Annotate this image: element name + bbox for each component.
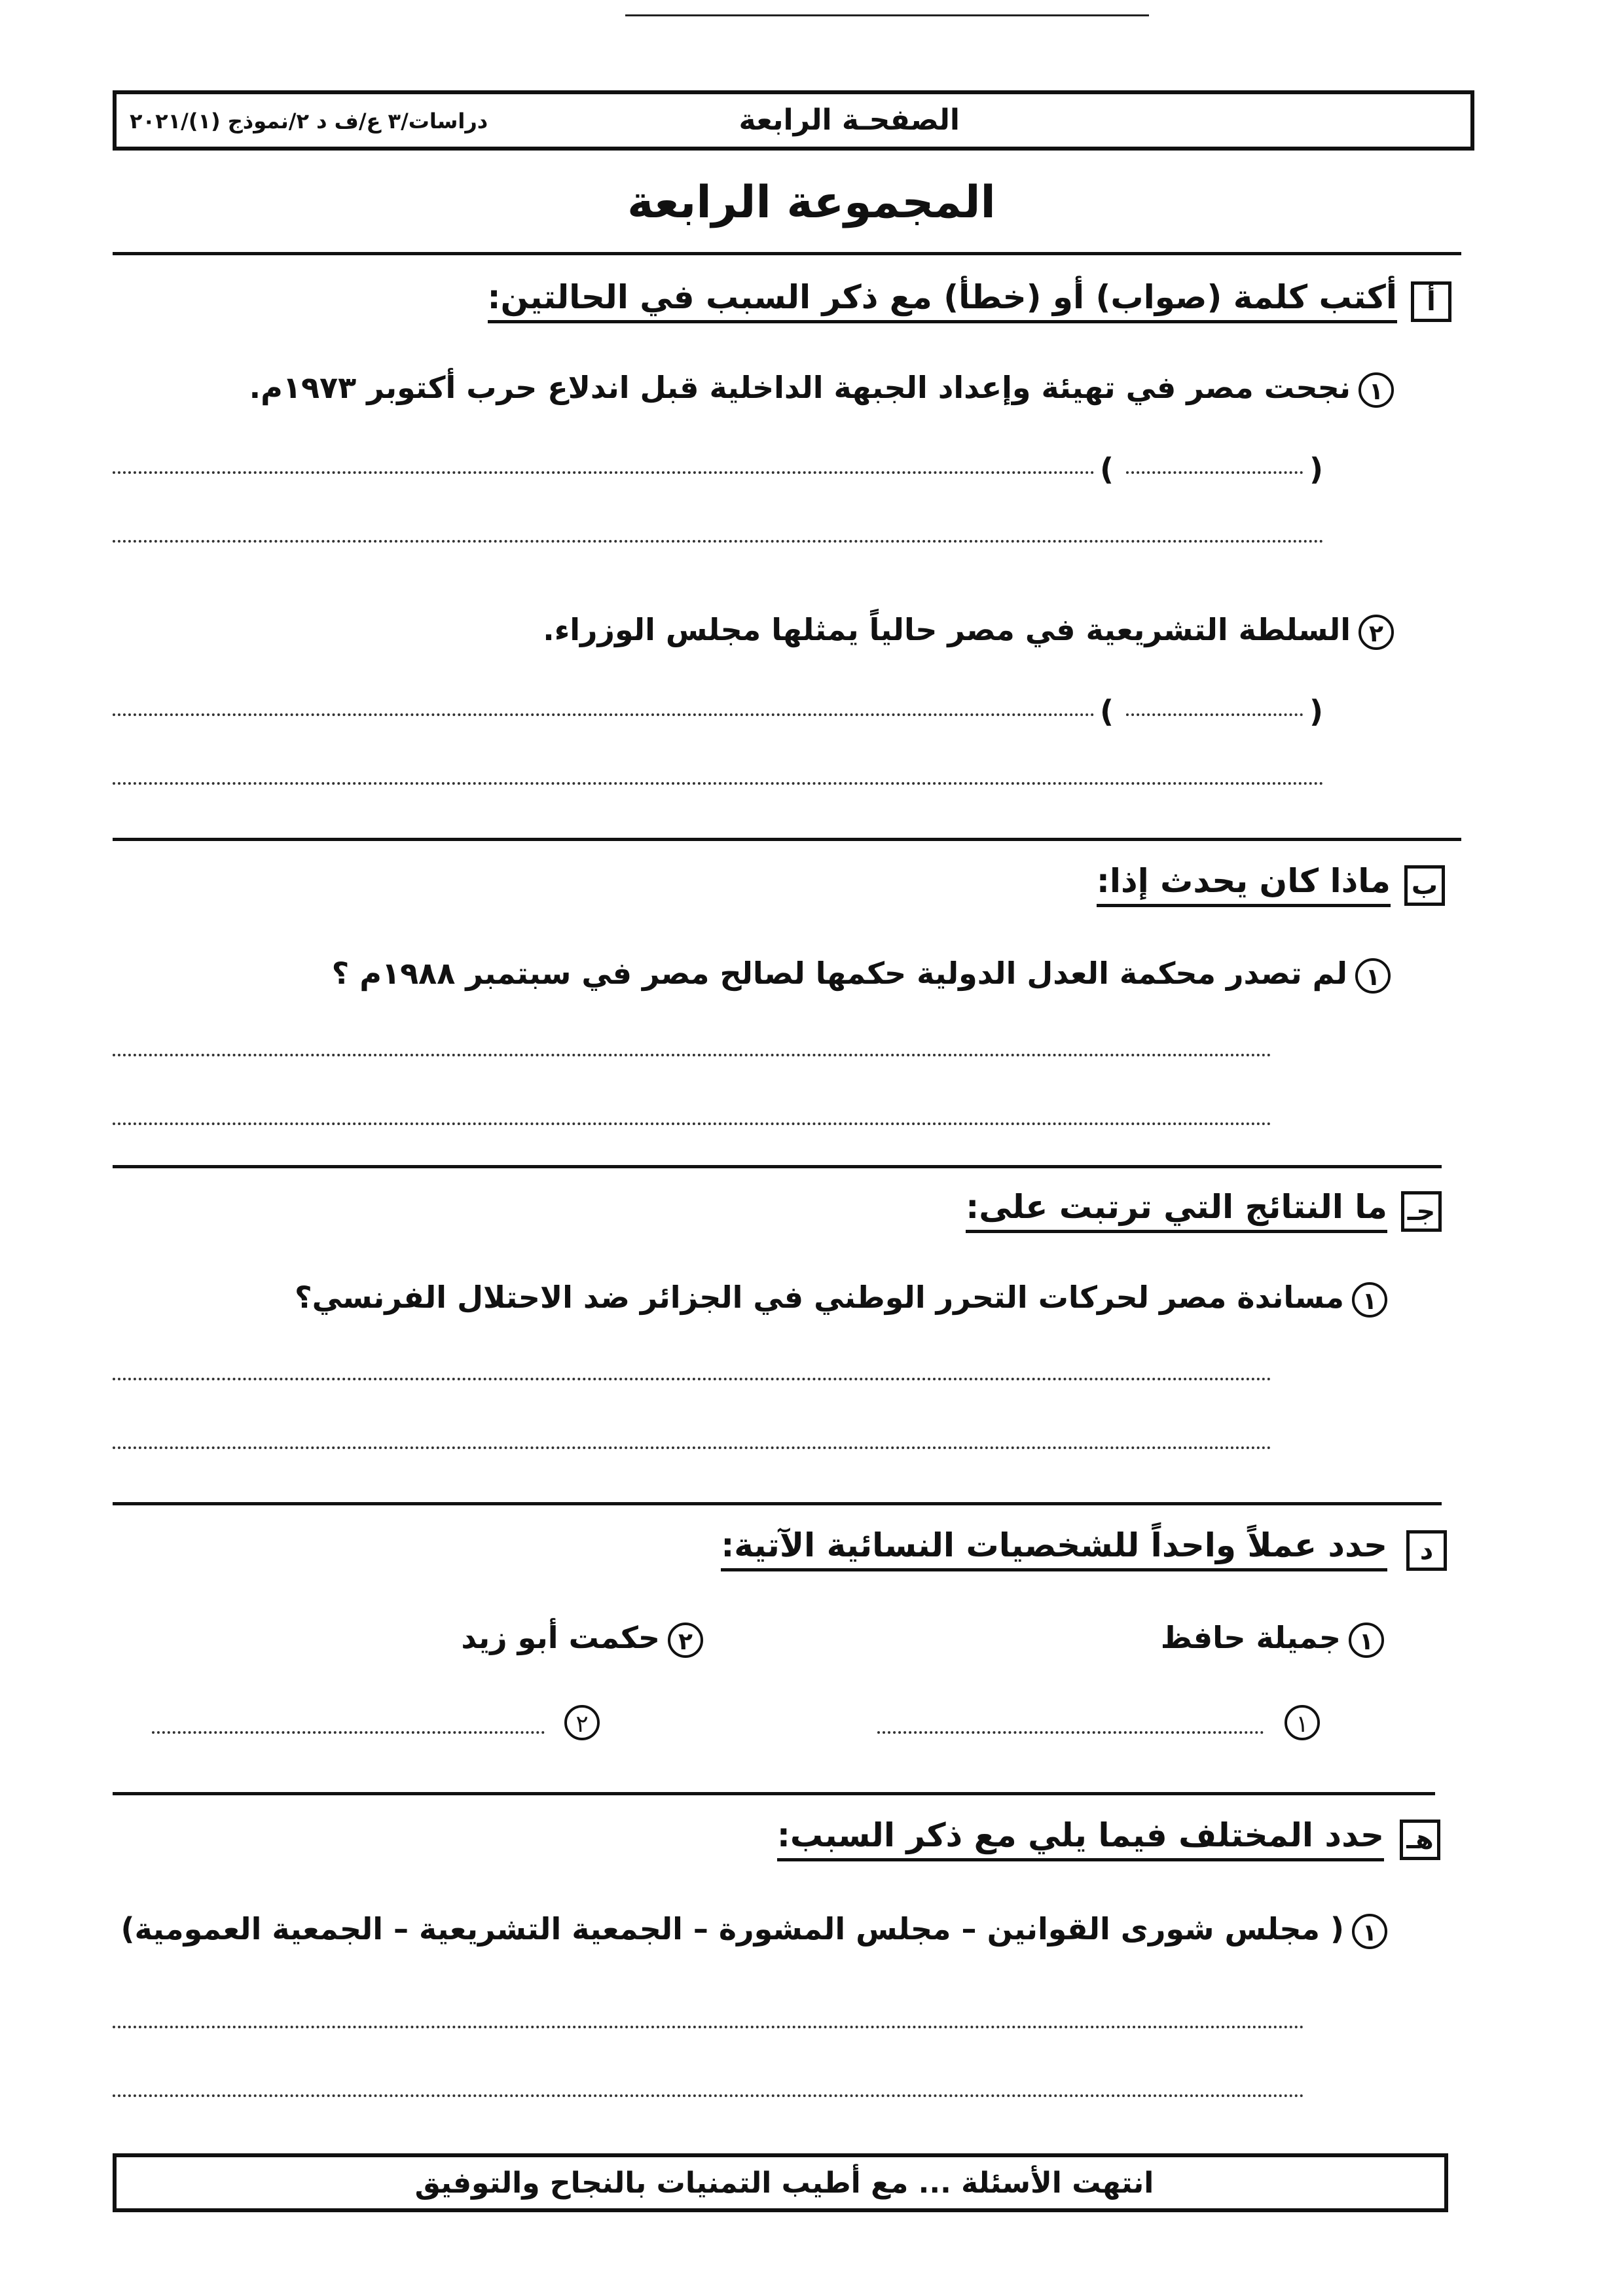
answer-line[interactable] xyxy=(113,1054,1271,1056)
section-e-item-1 xyxy=(120,1911,1387,1949)
answer-paren: ) xyxy=(1309,452,1324,487)
item-number: ١ xyxy=(1352,1282,1387,1318)
answer-line[interactable] xyxy=(113,2026,1304,2028)
item-text: مساندة مصر لحركات التحرر الوطني في الجزائر ضد الاحتلال الفرنسي؟ xyxy=(295,1280,1344,1315)
item-text: جميلة حافظ xyxy=(1160,1620,1341,1655)
answer-line[interactable] xyxy=(152,1731,545,1734)
exam-code: دراسات/٣ ع/ف د ٢/نموذج (١)/٢٠٢١ xyxy=(130,109,488,134)
top-rule xyxy=(625,14,1149,16)
item-text: حكمت أبو زيد xyxy=(461,1620,660,1655)
item-text: نجحت مصر في تهيئة وإعداد الجبهة الداخلية قبل اندلاع حرب أكتوبر ١٩٧٣م. xyxy=(249,370,1351,405)
section-e-marker: هـ xyxy=(1400,1820,1440,1860)
section-c-item-1 xyxy=(295,1280,1387,1318)
item-number: ١ xyxy=(1355,958,1391,994)
title-rule xyxy=(113,252,1461,255)
reason-line[interactable] xyxy=(113,782,1324,785)
section-d-marker: د xyxy=(1406,1530,1447,1571)
section-rule xyxy=(113,838,1461,841)
section-b-heading: ماذا كان يحدث إذا: xyxy=(1097,862,1391,900)
item-text: السلطة التشريعية في مصر حالياً يمثلها مجلس الوزراء. xyxy=(543,612,1351,647)
answer-line[interactable] xyxy=(113,1378,1271,1380)
item-text: ( مجلس شورى القوانين – مجلس المشورة – الجمعية التشريعية – الجمعية العمومية) xyxy=(120,1911,1344,1946)
reason-line[interactable] xyxy=(113,540,1324,543)
reason-line[interactable] xyxy=(113,713,1095,716)
section-rule xyxy=(113,1502,1442,1505)
answer-line[interactable] xyxy=(113,1446,1271,1449)
answer-paren: ( xyxy=(1100,452,1114,487)
item-number: ٢ xyxy=(668,1623,703,1658)
section-rule xyxy=(113,1165,1442,1168)
item-text: لم تصدر محكمة العدل الدولية حكمها لصالح مصر في سبتمبر ١٩٨٨م ؟ xyxy=(331,956,1347,991)
answer-number-1: ١ xyxy=(1277,1705,1320,1740)
answer-blank[interactable] xyxy=(1126,471,1303,474)
footer-text: انتهت الأسئلة ... مع أطيب التمنيات بالنجاح والتوفيق xyxy=(414,2166,1154,2200)
answer-line[interactable] xyxy=(877,1731,1264,1734)
section-a-marker: أ xyxy=(1411,281,1451,322)
section-b-marker: ب xyxy=(1404,865,1445,906)
section-d-item-1 xyxy=(1161,1620,1384,1658)
item-number: ١ xyxy=(1352,1914,1387,1949)
section-rule xyxy=(113,1792,1435,1795)
item-number: ١ xyxy=(1349,1623,1384,1658)
page-label: الصفحـة الرابعة xyxy=(739,103,960,137)
page-header xyxy=(113,90,1474,151)
answer-line[interactable] xyxy=(113,1122,1271,1125)
section-e-heading: حدد المختلف فيما يلي مع ذكر السبب: xyxy=(777,1816,1384,1854)
item-number: ٢ xyxy=(1359,615,1394,650)
section-d-heading: حدد عملاً واحداً للشخصيات النسائية الآتية: xyxy=(721,1526,1387,1564)
answer-line[interactable] xyxy=(113,2094,1304,2097)
section-d-item-2 xyxy=(461,1620,703,1658)
answer-paren: ) xyxy=(1309,694,1324,729)
section-a-item-1 xyxy=(249,370,1394,408)
section-b-item-1 xyxy=(332,956,1391,994)
section-c-heading: ما النتائج التي ترتبت على: xyxy=(966,1188,1387,1226)
group-title: المجموعة الرابعة xyxy=(627,177,996,228)
footer-box xyxy=(113,2153,1448,2212)
reason-line[interactable] xyxy=(113,471,1095,474)
section-c-marker: جـ xyxy=(1401,1191,1442,1232)
answer-blank[interactable] xyxy=(1126,713,1303,716)
answer-number-2: ٢ xyxy=(556,1705,600,1740)
section-a-heading: أكتب كلمة (صواب) أو (خطأ) مع ذكر السبب في الحالتين: xyxy=(488,278,1397,316)
item-number: ١ xyxy=(1359,372,1394,408)
section-a-item-2 xyxy=(543,612,1394,650)
answer-paren: ( xyxy=(1100,694,1114,729)
